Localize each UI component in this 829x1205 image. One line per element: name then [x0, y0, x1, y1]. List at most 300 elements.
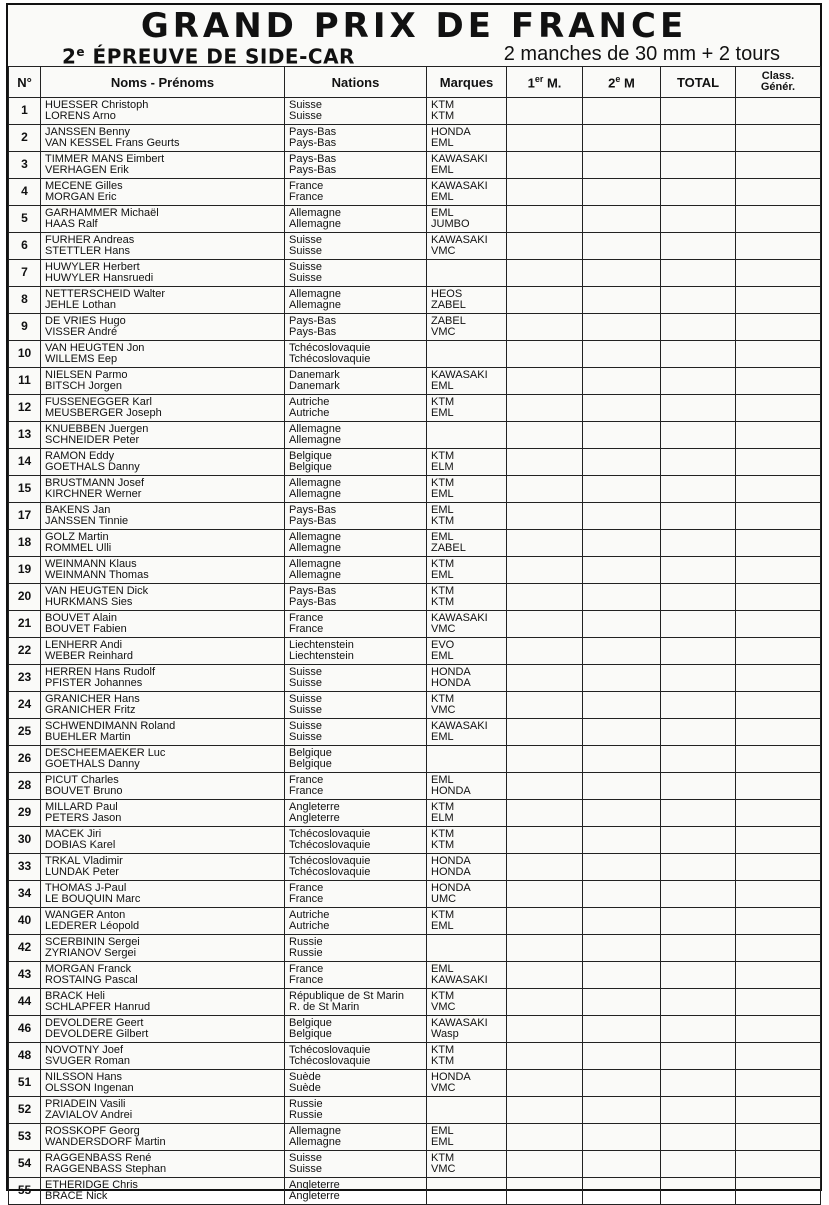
driver-name: THOMAS J-Paul: [45, 881, 127, 894]
nations-cell: [285, 1124, 427, 1151]
manche-2-cell: [583, 1097, 661, 1124]
crew-names-cell: [41, 1178, 285, 1205]
driver-name: RAGGENBASS René: [45, 1151, 152, 1164]
driver-name: NOVOTNY Joef: [45, 1043, 124, 1056]
nations-cell: [285, 476, 427, 503]
table-row: [9, 206, 821, 233]
classement-cell: [736, 962, 821, 989]
manche-2-cell: [583, 827, 661, 854]
driver-nation: Tchécoslovaquie: [289, 827, 371, 840]
driver-name: HERREN Hans Rudolf: [45, 665, 156, 678]
driver-name: BAKENS Jan: [45, 503, 111, 516]
brands-cell: [427, 638, 507, 665]
manche-1-cell: [507, 881, 583, 908]
classement-cell: [736, 881, 821, 908]
entry-number: 29: [9, 800, 41, 827]
engine-brand: KTM: [431, 800, 455, 813]
manche-2-cell: [583, 692, 661, 719]
brands-cell: [427, 368, 507, 395]
nations-cell: [285, 692, 427, 719]
passenger-nation: Pays-Bas: [289, 326, 337, 338]
table-row: [9, 881, 821, 908]
passenger-name: LEDERER Léopold: [45, 920, 140, 932]
classement-cell: [736, 827, 821, 854]
manche-2-cell: [583, 314, 661, 341]
crew-names-cell: [41, 125, 285, 152]
frame-brand: HONDA: [431, 677, 471, 689]
driver-name: MORGAN Franck: [45, 962, 132, 975]
driver-name: TRKAL Vladimir: [45, 854, 123, 867]
manche-2-cell: [583, 449, 661, 476]
total-cell: [661, 1097, 736, 1124]
brands-cell: [427, 179, 507, 206]
total-cell: [661, 152, 736, 179]
manche-1-cell: [507, 152, 583, 179]
driver-name: NILSSON Hans: [45, 1070, 123, 1083]
nations-cell: [285, 908, 427, 935]
table-row: [9, 800, 821, 827]
total-cell: [661, 368, 736, 395]
total-cell: [661, 179, 736, 206]
entry-number: 33: [9, 854, 41, 881]
table-row: [9, 395, 821, 422]
nations-cell: [285, 746, 427, 773]
passenger-name: STETTLER Hans: [45, 245, 130, 257]
engine-brand: EVO: [431, 638, 455, 651]
crew-names-cell: [41, 206, 285, 233]
crew-names-cell: [41, 1151, 285, 1178]
passenger-nation: Autriche: [289, 407, 330, 419]
frame-brand: EML: [431, 164, 454, 176]
frame-brand: VMC: [431, 623, 456, 635]
manche-2-cell: [583, 557, 661, 584]
passenger-nation: Pays-Bas: [289, 596, 337, 608]
manche-2-cell: [583, 152, 661, 179]
driver-name: DE VRIES Hugo: [45, 314, 126, 327]
page-subtitle: [62, 41, 355, 68]
passenger-nation: Pays-Bas: [289, 164, 337, 176]
crew-names-cell: [41, 719, 285, 746]
table-row: [9, 125, 821, 152]
header-nations: Nations: [285, 67, 427, 98]
engine-brand: EML: [431, 1124, 454, 1137]
classement-cell: [736, 692, 821, 719]
frame-brand: EML: [431, 407, 454, 419]
crew-names-cell: [41, 422, 285, 449]
manche-2-cell: [583, 611, 661, 638]
driver-name: NIELSEN Parmo: [45, 368, 128, 381]
driver-name: DEVOLDERE Geert: [45, 1016, 144, 1029]
passenger-name: LE BOUQUIN Marc: [45, 893, 141, 905]
driver-nation: Belgique: [289, 449, 332, 462]
passenger-name: VERHAGEN Erik: [45, 164, 129, 176]
nations-cell: [285, 260, 427, 287]
crew-names-cell: [41, 98, 285, 125]
total-cell: [661, 665, 736, 692]
table-row: [9, 719, 821, 746]
crew-names-cell: [41, 530, 285, 557]
manche-1-cell: [507, 1151, 583, 1178]
crew-names-cell: [41, 611, 285, 638]
frame-brand: ELM: [431, 461, 454, 473]
brands-cell: [427, 260, 507, 287]
manche-2-cell: [583, 881, 661, 908]
driver-name: HUESSER Christoph: [45, 98, 149, 111]
nations-cell: [285, 773, 427, 800]
passenger-nation: Belgique: [289, 1028, 332, 1040]
driver-name: PICUT Charles: [45, 773, 119, 786]
passenger-nation: Suisse: [289, 731, 323, 743]
nations-cell: [285, 125, 427, 152]
driver-name: GRANICHER Hans: [45, 692, 140, 705]
nations-cell: [285, 152, 427, 179]
manche-1-cell: [507, 557, 583, 584]
frame-brand: KAWASAKI: [431, 974, 488, 986]
passenger-name: WEBER Reinhard: [45, 650, 134, 662]
passenger-name: BOUVET Fabien: [45, 623, 127, 635]
engine-brand: KAWASAKI: [431, 179, 488, 192]
header-m2-text: M: [620, 75, 635, 91]
manche-2-cell: [583, 368, 661, 395]
engine-brand: KTM: [431, 908, 455, 921]
manche-2-cell: [583, 1016, 661, 1043]
manche-2-cell: [583, 287, 661, 314]
header-class-line1: Class.: [761, 70, 795, 82]
driver-nation: France: [289, 611, 324, 624]
frame-brand: HONDA: [431, 785, 471, 797]
crew-names-cell: [41, 665, 285, 692]
frame-brand: EML: [431, 650, 454, 662]
frame-brand: JUMBO: [431, 218, 470, 230]
crew-names-cell: [41, 827, 285, 854]
crew-names-cell: [41, 260, 285, 287]
classement-cell: [736, 287, 821, 314]
nations-cell: [285, 854, 427, 881]
entry-number: 55: [9, 1178, 41, 1205]
crew-names-cell: [41, 233, 285, 260]
classement-cell: [736, 395, 821, 422]
brands-cell: [427, 233, 507, 260]
table-row: [9, 638, 821, 665]
passenger-name: RAGGENBASS Stephan: [45, 1163, 167, 1175]
manche-1-cell: [507, 827, 583, 854]
manche-1-cell: [507, 368, 583, 395]
driver-nation: Suisse: [289, 233, 323, 246]
classement-cell: [736, 125, 821, 152]
crew-names-cell: [41, 584, 285, 611]
passenger-nation: Suisse: [289, 704, 323, 716]
brands-cell: [427, 935, 507, 962]
driver-nation: Suisse: [289, 1151, 323, 1164]
manche-1-cell: [507, 908, 583, 935]
passenger-nation: Autriche: [289, 920, 330, 932]
table-header-row: [9, 67, 821, 98]
manche-2-cell: [583, 665, 661, 692]
classement-cell: [736, 611, 821, 638]
driver-nation: Allemagne: [289, 422, 341, 435]
brands-cell: [427, 584, 507, 611]
nations-cell: [285, 638, 427, 665]
table-row: [9, 260, 821, 287]
entry-number: 34: [9, 881, 41, 908]
crew-names-cell: [41, 179, 285, 206]
nations-cell: [285, 800, 427, 827]
manche-1-cell: [507, 854, 583, 881]
nations-cell: [285, 584, 427, 611]
manche-1-cell: [507, 746, 583, 773]
passenger-nation: Angleterre: [289, 1190, 340, 1202]
brands-cell: [427, 962, 507, 989]
brands-cell: [427, 908, 507, 935]
classement-cell: [736, 152, 821, 179]
brands-cell: [427, 1124, 507, 1151]
driver-nation: République de St Marin: [289, 989, 404, 1002]
manche-2-cell: [583, 638, 661, 665]
subtitle-number: 2: [62, 44, 77, 69]
passenger-nation: Belgique: [289, 461, 332, 473]
page-title: GRAND PRIX DE FRANCE: [140, 6, 688, 46]
manche-2-cell: [583, 989, 661, 1016]
passenger-nation: Liechtenstein: [289, 650, 354, 662]
frame-brand: UMC: [431, 893, 457, 905]
crew-names-cell: [41, 773, 285, 800]
brands-cell: [427, 692, 507, 719]
passenger-nation: Suède: [289, 1082, 321, 1094]
total-cell: [661, 206, 736, 233]
manche-1-cell: [507, 1043, 583, 1070]
crew-names-cell: [41, 152, 285, 179]
nations-cell: [285, 503, 427, 530]
nations-cell: [285, 665, 427, 692]
driver-nation: Suisse: [289, 719, 323, 732]
passenger-nation: Allemagne: [289, 299, 341, 311]
table-row: [9, 854, 821, 881]
nations-cell: [285, 206, 427, 233]
manche-2-cell: [583, 1043, 661, 1070]
entry-number: 30: [9, 827, 41, 854]
header-classement: [736, 67, 821, 98]
classement-cell: [736, 449, 821, 476]
classement-cell: [736, 1043, 821, 1070]
entry-number: 10: [9, 341, 41, 368]
brands-cell: [427, 125, 507, 152]
entry-number: 5: [9, 206, 41, 233]
entry-number: 21: [9, 611, 41, 638]
entry-number: 15: [9, 476, 41, 503]
classement-cell: [736, 1016, 821, 1043]
manche-2-cell: [583, 1178, 661, 1205]
passenger-nation: France: [289, 974, 324, 986]
classement-cell: [736, 530, 821, 557]
engine-brand: KAWASAKI: [431, 233, 488, 246]
driver-name: RAMON Eddy: [45, 449, 115, 462]
total-cell: [661, 1178, 736, 1205]
brands-cell: [427, 1043, 507, 1070]
driver-nation: Allemagne: [289, 287, 341, 300]
brands-cell: [427, 611, 507, 638]
nations-cell: [285, 530, 427, 557]
manche-2-cell: [583, 422, 661, 449]
passenger-nation: R. de St Marin: [289, 1001, 360, 1013]
table-row: [9, 908, 821, 935]
passenger-nation: France: [289, 785, 324, 797]
driver-nation: Pays-Bas: [289, 125, 337, 138]
total-cell: [661, 1016, 736, 1043]
engine-brand: KAWASAKI: [431, 611, 488, 624]
manche-1-cell: [507, 476, 583, 503]
passenger-nation: Angleterre: [289, 812, 340, 824]
total-cell: [661, 314, 736, 341]
classement-cell: [736, 314, 821, 341]
passenger-name: JANSSEN Tinnie: [45, 515, 129, 527]
driver-nation: Allemagne: [289, 206, 341, 219]
driver-name: KNUEBBEN Juergen: [45, 422, 149, 435]
nations-cell: [285, 1043, 427, 1070]
driver-nation: Russie: [289, 1097, 323, 1110]
manche-2-cell: [583, 719, 661, 746]
header-class-line2: Génér.: [760, 81, 796, 93]
frame-brand: VMC: [431, 1001, 456, 1013]
driver-name: MACEK Jiri: [45, 827, 102, 840]
header-m2-sup: e: [615, 73, 621, 84]
driver-nation: Suisse: [289, 692, 323, 705]
manche-2-cell: [583, 800, 661, 827]
nations-cell: [285, 422, 427, 449]
driver-nation: Autriche: [289, 395, 330, 408]
nations-cell: [285, 368, 427, 395]
sheet-header: [8, 5, 820, 69]
table-row: [9, 314, 821, 341]
entry-number: 23: [9, 665, 41, 692]
total-cell: [661, 827, 736, 854]
driver-nation: Belgique: [289, 1016, 332, 1029]
entry-number: 43: [9, 962, 41, 989]
total-cell: [661, 1070, 736, 1097]
passenger-name: JEHLE Lothan: [45, 299, 116, 311]
crew-names-cell: [41, 746, 285, 773]
total-cell: [661, 989, 736, 1016]
frame-brand: EML: [431, 380, 454, 392]
manche-1-cell: [507, 638, 583, 665]
total-cell: [661, 476, 736, 503]
entry-number: 25: [9, 719, 41, 746]
entry-number: 4: [9, 179, 41, 206]
nations-cell: [285, 719, 427, 746]
entry-number: 28: [9, 773, 41, 800]
passenger-nation: Suisse: [289, 677, 323, 689]
passenger-nation: Allemagne: [289, 569, 341, 581]
frame-brand: ZABEL: [431, 542, 466, 554]
brands-cell: [427, 503, 507, 530]
classement-cell: [736, 422, 821, 449]
frame-brand: EML: [431, 920, 454, 932]
table-row: [9, 341, 821, 368]
passenger-nation: Russie: [289, 947, 323, 959]
classement-cell: [736, 233, 821, 260]
driver-nation: Tchécoslovaquie: [289, 854, 371, 867]
engine-brand: KAWASAKI: [431, 152, 488, 165]
total-cell: [661, 854, 736, 881]
manche-1-cell: [507, 962, 583, 989]
passenger-name: HURKMANS Sies: [45, 596, 133, 608]
passenger-name: PFISTER Johannes: [45, 677, 143, 689]
table-row: [9, 1151, 821, 1178]
passenger-name: LORENS Arno: [45, 110, 116, 122]
nations-cell: [285, 611, 427, 638]
classement-cell: [736, 341, 821, 368]
entry-number: 17: [9, 503, 41, 530]
driver-name: LENHERR Andi: [45, 638, 123, 651]
header-m2-num: 2: [608, 75, 616, 91]
total-cell: [661, 503, 736, 530]
table-row: [9, 152, 821, 179]
crew-names-cell: [41, 341, 285, 368]
table-row: [9, 935, 821, 962]
passenger-nation: Allemagne: [289, 542, 341, 554]
driver-name: DESCHEEMAEKER Luc: [45, 746, 166, 759]
entry-number: 7: [9, 260, 41, 287]
total-cell: [661, 422, 736, 449]
table-row: [9, 476, 821, 503]
driver-nation: Belgique: [289, 746, 332, 759]
frame-brand: HONDA: [431, 866, 471, 878]
driver-name: VAN HEUGTEN Jon: [45, 341, 145, 354]
passenger-nation: Tchécoslovaquie: [289, 839, 371, 851]
table-row: [9, 611, 821, 638]
entry-number: 54: [9, 1151, 41, 1178]
driver-name: PRIADEIN Vasili: [45, 1097, 126, 1110]
driver-nation: France: [289, 881, 324, 894]
passenger-name: BITSCH Jorgen: [45, 380, 123, 392]
entry-number: 52: [9, 1097, 41, 1124]
crew-names-cell: [41, 314, 285, 341]
entry-number: 26: [9, 746, 41, 773]
manche-2-cell: [583, 854, 661, 881]
crew-names-cell: [41, 395, 285, 422]
engine-brand: HONDA: [431, 854, 471, 867]
engine-brand: KTM: [431, 449, 455, 462]
passenger-name: SCHLAPFER Hanrud: [45, 1001, 151, 1013]
total-cell: [661, 611, 736, 638]
entry-number: 6: [9, 233, 41, 260]
classement-cell: [736, 773, 821, 800]
driver-name: FURHER Andreas: [45, 233, 135, 246]
total-cell: [661, 287, 736, 314]
driver-nation: Suède: [289, 1070, 321, 1083]
crew-names-cell: [41, 1124, 285, 1151]
brands-cell: [427, 1151, 507, 1178]
table-row: [9, 503, 821, 530]
nations-cell: [285, 449, 427, 476]
manche-2-cell: [583, 206, 661, 233]
nations-cell: [285, 395, 427, 422]
total-cell: [661, 1043, 736, 1070]
passenger-nation: Tchécoslovaquie: [289, 866, 371, 878]
table-row: [9, 179, 821, 206]
entry-number: 51: [9, 1070, 41, 1097]
nations-cell: [285, 287, 427, 314]
nations-cell: [285, 179, 427, 206]
table-row: [9, 233, 821, 260]
manche-1-cell: [507, 1097, 583, 1124]
manche-2-cell: [583, 125, 661, 152]
table-row: [9, 827, 821, 854]
classement-cell: [736, 1097, 821, 1124]
brands-cell: [427, 476, 507, 503]
manche-2-cell: [583, 233, 661, 260]
manche-1-cell: [507, 935, 583, 962]
brands-cell: [427, 1016, 507, 1043]
